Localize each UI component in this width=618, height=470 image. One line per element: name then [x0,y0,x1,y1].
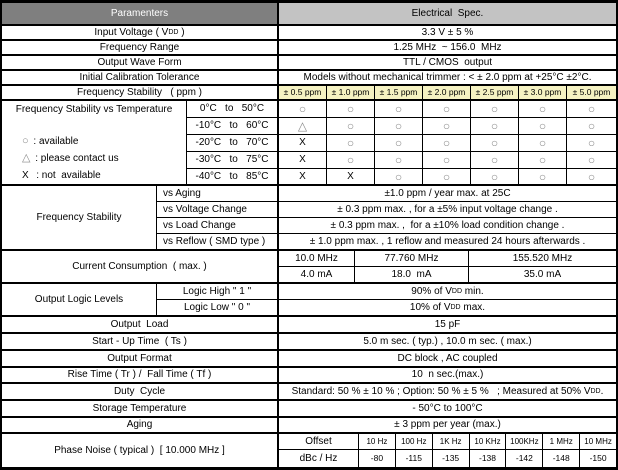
spec-value-output-load: 15 pF [434,318,461,330]
stability-sub-label: vs Reflow ( SMD type ) [157,234,279,249]
availability-symbol: ○ [471,152,519,168]
legend-text: : not available [30,169,101,181]
stability-sub-value: ± 0.3 ppm max. , for a ±5% input voltage change . [337,203,558,215]
temp-matrix-row [187,118,616,135]
current-consumption-grid [279,251,616,282]
label-text: ) [178,26,185,38]
value-text: Standard: 50 % ± 10 % ; Option: 50 % ± 5 % ; Measured at 50% V [291,385,591,397]
stability-sub-value: ± 0.3 ppm max. , for a ±10% load condition change . [330,219,565,231]
availability-symbol: ○ [423,101,471,117]
availability-symbol: ○ [375,135,423,151]
output-logic-title: Output Logic Levels [2,284,157,315]
availability-symbol: X [279,152,327,168]
value-subscript: DD [451,288,463,295]
availability-symbol: X [327,169,375,184]
temp-stability-title: Frequency Stability vs Temperature [15,103,173,115]
availability-symbol: △ [279,118,327,134]
electrical-spec-header: Electrical Spec. [279,3,616,24]
spec-row-storage-temperature [2,401,616,418]
availability-symbol: ○ [471,118,519,134]
legend-item-not-available [22,167,186,184]
current-value: 4.0 mA [279,267,355,282]
param-label-startup-time: Start - Up Time ( Ts ) [2,334,279,349]
availability-symbol: ○ [327,101,375,117]
temp-matrix-row [187,152,616,169]
legend-item-contact [22,150,186,167]
value-text: max. [460,301,486,313]
circle-icon: ○ [22,135,29,147]
spec-value-rise-fall-time: 10 n sec.(max.) [411,369,484,380]
spec-value-output-wave-form: TTL / CMOS output [402,56,493,68]
parameters-header: Paramenters [2,3,279,24]
availability-symbol: ○ [587,119,596,133]
param-label-duty-cycle: Duty Cycle [2,384,279,399]
availability-legend [2,133,186,184]
legend-text: : available [30,135,79,147]
logic-low-value [279,300,616,315]
stability-sub-value: ±1.0 ppm / year max. at 25C [384,187,511,199]
logic-low-label: Logic Low " 0 " [157,300,279,315]
spec-value-startup-time: 5.0 m sec. ( typ.) , 10.0 m sec. ( max.) [363,335,532,347]
value-text: 90% of V [411,285,452,297]
param-label-output-load: Output Load [2,317,279,332]
availability-symbol: ○ [375,152,423,168]
logic-high-value [279,284,616,299]
spec-row-output-format [2,351,616,368]
availability-symbol: ○ [279,101,327,117]
availability-symbol: ○ [375,101,423,117]
stability-subrow-aging [157,186,616,202]
availability-symbol: ○ [471,135,519,151]
phase-noise-value: -142 [506,450,543,467]
ppm-option: ± 2.0 ppm [423,86,471,99]
availability-symbol: ○ [587,102,596,116]
label-text: Input Voltage ( V [94,26,169,38]
availability-symbol: ○ [587,169,596,184]
spec-row-output-load [2,317,616,334]
availability-symbol: ○ [375,118,423,134]
legend-text: : please contact us [32,152,119,164]
spec-row-rise-fall-time [2,368,616,384]
param-label-output-wave-form: Output Wave Form [2,56,279,69]
spec-row-startup-time [2,334,616,351]
phase-noise-frequency: 10 KHz [470,434,507,449]
spec-row-output-wave-form [2,56,616,71]
phase-noise-frequency: 10 Hz [359,434,396,449]
availability-symbol: ○ [471,101,519,117]
param-label-frequency-stability-ppm: Frequency Stability ( ppm ) [2,86,279,99]
availability-symbol: ○ [519,135,567,151]
output-logic-rows [157,284,616,315]
temp-matrix [187,101,616,184]
phase-noise-frequency: 100 Hz [396,434,433,449]
temp-range-label: -20°C to 70°C [187,135,279,151]
temp-range-label: -40°C to 85°C [187,169,279,184]
spec-row-frequency-range [2,41,616,56]
param-label-rise-fall-time: Rise Time ( Tr ) / Fall Time ( Tf ) [2,368,279,382]
availability-symbol: ○ [327,135,375,151]
current-value: 18.0 mA [355,267,469,282]
logic-low-row [157,300,616,315]
availability-symbol: ○ [519,169,567,184]
current-frequency: 155.520 MHz [512,252,573,264]
temp-range-label: -10°C to 60°C [187,118,279,134]
availability-symbol: ○ [423,135,471,151]
phase-noise-frequency: 10 MHz [584,436,612,446]
temp-matrix-row [187,169,616,184]
availability-symbol: ○ [587,136,596,150]
value-text: 10% of V [409,301,451,313]
availability-symbol: ○ [519,152,567,168]
phase-noise-value: -115 [396,450,433,467]
spec-value-duty-cycle [279,384,616,399]
logic-high-label: Logic High " 1 " [157,284,279,299]
availability-symbol: X [279,135,327,151]
triangle-icon: △ [22,152,31,164]
current-consumption-section [2,251,616,284]
phase-noise-unit-label: dBc / Hz [279,450,359,467]
phase-noise-value: -148 [543,450,580,467]
param-label-initial-calibration: Initial Calibration Tolerance [2,71,279,84]
temp-range-label: 0°C to 50°C [187,101,279,117]
current-frequency-row [279,251,616,267]
stability-subrow-reflow [157,234,616,249]
temp-stability-left-cell [2,101,187,184]
spec-value-aging: ± 3 ppm per year (max.) [394,419,501,430]
spec-row-aging [2,418,616,434]
current-value-row [279,267,616,282]
availability-symbol: ○ [423,152,471,168]
stability-sub-label: vs Load Change [157,218,279,233]
availability-symbol: ○ [423,118,471,134]
spec-value-frequency-range: 1.25 MHz ~ 156.0 MHz [393,41,502,53]
spec-row-input-voltage [2,26,616,41]
phase-noise-value: -138 [470,450,507,467]
spec-value-input-voltage: 3.3 V ± 5 % [421,26,474,38]
ppm-option: ± 5.0 ppm [567,86,616,99]
frequency-stability-section [2,186,616,251]
param-label-phase-noise: Phase Noise ( typical ) [ 10.000 MHz ] [2,434,279,467]
phase-noise-frequency: 1K Hz [433,434,470,449]
availability-symbol: ○ [519,101,567,117]
phase-noise-grid [279,434,616,467]
table-header-row [2,3,616,26]
param-label-storage-temperature: Storage Temperature [2,401,279,416]
availability-symbol: X [279,169,327,184]
legend-item-available [22,133,186,150]
output-logic-section [2,284,616,317]
spec-value-storage-temperature: - 50°C to 100°C [412,402,483,414]
param-label-input-voltage [2,26,279,39]
phase-noise-value: -150 [589,453,607,464]
current-frequency: 77.760 MHz [355,251,469,266]
param-label-frequency-range: Frequency Range [2,41,279,54]
logic-high-row [157,284,616,300]
availability-symbol: ○ [327,152,375,168]
stability-sub-value: ± 1.0 ppm max. , 1 reflow and measured 24 hours afterwards . [309,235,586,247]
current-frequency: 10.0 MHz [279,251,355,266]
param-label-aging: Aging [2,418,279,432]
spec-row-frequency-stability-ppm [2,86,616,101]
spec-row-duty-cycle [2,384,616,401]
availability-symbol: ○ [519,118,567,134]
stability-subrow-load [157,218,616,234]
phase-noise-section [2,434,616,467]
phase-noise-header-row [279,434,616,450]
availability-symbol: ○ [471,169,519,184]
x-mark-icon: X [22,169,29,181]
availability-symbol: ○ [587,153,596,167]
phase-noise-value: -135 [433,450,470,467]
phase-noise-offset-label: Offset [279,434,359,449]
ppm-option: ± 1.0 ppm [327,86,375,99]
value-subscript: DD [590,388,601,395]
value-text: . [600,385,604,397]
param-label-current-consumption: Current Consumption ( max. ) [2,251,279,282]
label-subscript: DD [168,29,179,36]
stability-subrow-voltage [157,202,616,218]
current-value: 35.0 mA [523,268,562,280]
phase-noise-frequency: 100KHz [506,434,543,449]
ppm-option: ± 1.5 ppm [375,86,423,99]
spec-row-initial-calibration [2,71,616,86]
phase-noise-frequency: 1 MHz [543,434,580,449]
temp-matrix-row [187,101,616,118]
spec-value-initial-calibration: Models without mechanical trimmer : < ± 2.0 ppm at +25°C ±2°C. [303,71,592,83]
phase-noise-value: -80 [359,450,396,467]
availability-symbol: ○ [375,169,423,184]
temp-range-label: -30°C to 75°C [187,152,279,168]
frequency-stability-title: Frequency Stability [2,186,157,249]
ppm-option: ± 3.0 ppm [519,86,567,99]
stability-sub-label: vs Voltage Change [157,202,279,217]
ppm-option: ± 2.5 ppm [471,86,519,99]
value-text: min. [462,285,484,297]
phase-noise-value-row [279,450,616,467]
temp-matrix-row [187,135,616,152]
param-label-output-format: Output Format [2,351,279,366]
frequency-stability-rows [157,186,616,249]
value-subscript: DD [450,304,461,311]
stability-sub-label: vs Aging [157,186,279,201]
ppm-option: ± 0.5 ppm [279,86,327,99]
availability-symbol: ○ [327,118,375,134]
spec-value-output-format: DC block , AC coupled [397,352,498,364]
availability-symbol: ○ [423,169,471,184]
temp-stability-section [2,101,616,186]
